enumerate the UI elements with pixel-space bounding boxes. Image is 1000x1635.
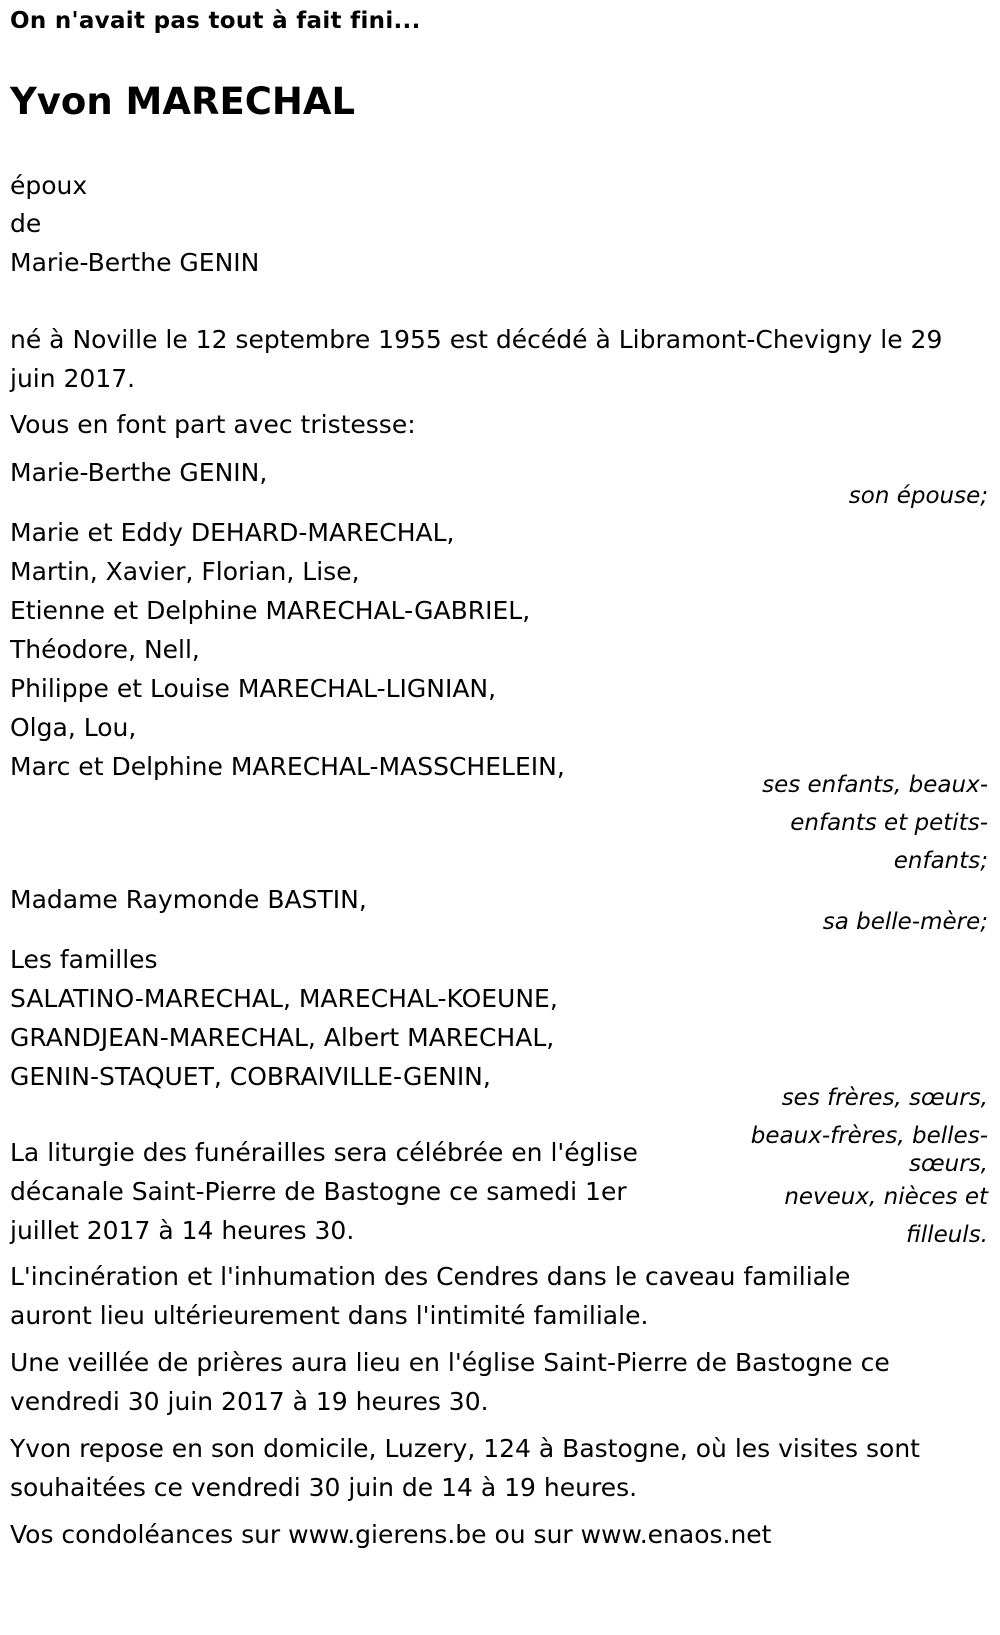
family-spouse-role: son épouse;	[848, 483, 988, 509]
family-children-name: Martin, Xavier, Florian, Lise,	[10, 557, 360, 586]
spouse-label-epoux: époux	[10, 171, 88, 200]
family-relatives-role	[751, 1079, 988, 1183]
family-relatives-name: GENIN-STAQUET, COBRAIVILLE-GENIN,	[10, 1062, 491, 1091]
liturgy-line: juillet 2017 à 14 heures 30.	[10, 1216, 355, 1245]
family-children-role-line: ses enfants, beaux-	[762, 772, 988, 798]
deceased-name: Yvon MARECHAL	[10, 80, 356, 123]
liturgy-statement	[10, 1133, 638, 1250]
family-relatives-role-cont	[784, 1178, 988, 1254]
family-relatives-name: Les familles	[10, 945, 158, 974]
tagline: On n'avait pas tout à fait fini...	[10, 8, 421, 34]
family-children-name: Etienne et Delphine MARECHAL-GABRIEL,	[10, 596, 531, 625]
birth-death-statement: né à Noville le 12 septembre 1955 est décédé à Libramont-Chevigny le 29 juin 2017.	[10, 325, 943, 393]
family-relatives-role-line: neveux, nièces et	[784, 1184, 988, 1210]
family-children-role	[762, 766, 988, 880]
announcement-intro: Vous en font part avec tristesse:	[10, 410, 416, 439]
vigil-statement: Une veillée de prières aura lieu en l'église Saint-Pierre de Bastogne ce vendredi 30 juin 2017 à 19 heures 30.	[10, 1348, 890, 1416]
family-children-name: Philippe et Louise MARECHAL-LIGNIAN,	[10, 674, 497, 703]
cremation-statement: L'incinération et l'inhumation des Cendres dans le caveau familiale auront lieu ultérieurement dans l'intimité familiale.	[10, 1262, 851, 1330]
family-relatives-role-line: ses frères, sœurs,	[781, 1085, 988, 1111]
family-children-name: Théodore, Nell,	[10, 635, 200, 664]
family-mother-in-law-role: sa belle-mère;	[822, 909, 988, 935]
family-children-role-line: enfants et petits-	[790, 810, 988, 836]
family-children-names	[10, 513, 565, 786]
family-children-role-line: enfants;	[893, 848, 988, 874]
family-relatives-names	[10, 940, 558, 1096]
family-relatives-role-line: beaux-frères, belles-	[750, 1123, 988, 1149]
family-children-name: Marie et Eddy DEHARD-MARECHAL,	[10, 518, 455, 547]
family-children-name: Marc et Delphine MARECHAL-MASSCHELEIN,	[10, 752, 565, 781]
family-relatives-role-line: filleuls.	[905, 1222, 988, 1248]
spouse-name: Marie-Berthe GENIN	[10, 248, 260, 277]
family-mother-in-law-name: Madame Raymonde BASTIN,	[10, 885, 367, 914]
spouse-label-de: de	[10, 209, 42, 238]
liturgy-line: La liturgie des funérailles sera célébrée en l'église	[10, 1138, 638, 1167]
family-relatives-role-line: sœurs,	[909, 1151, 988, 1177]
family-children-name: Olga, Lou,	[10, 713, 137, 742]
family-spouse-name: Marie-Berthe GENIN,	[10, 458, 268, 487]
family-relatives-name: SALATINO-MARECHAL, MARECHAL-KOEUNE,	[10, 984, 558, 1013]
family-relatives-name: GRANDJEAN-MARECHAL, Albert MARECHAL,	[10, 1023, 555, 1052]
visitation-statement: Yvon repose en son domicile, Luzery, 124 à Bastogne, où les visites sont souhaitées ce vendredi 30 juin de 14 à 19 heures.	[10, 1434, 920, 1502]
condolences-statement: Vos condoléances sur www.gierens.be ou sur www.enaos.net	[10, 1520, 772, 1549]
liturgy-line: décanale Saint-Pierre de Bastogne ce samedi 1er	[10, 1177, 627, 1206]
